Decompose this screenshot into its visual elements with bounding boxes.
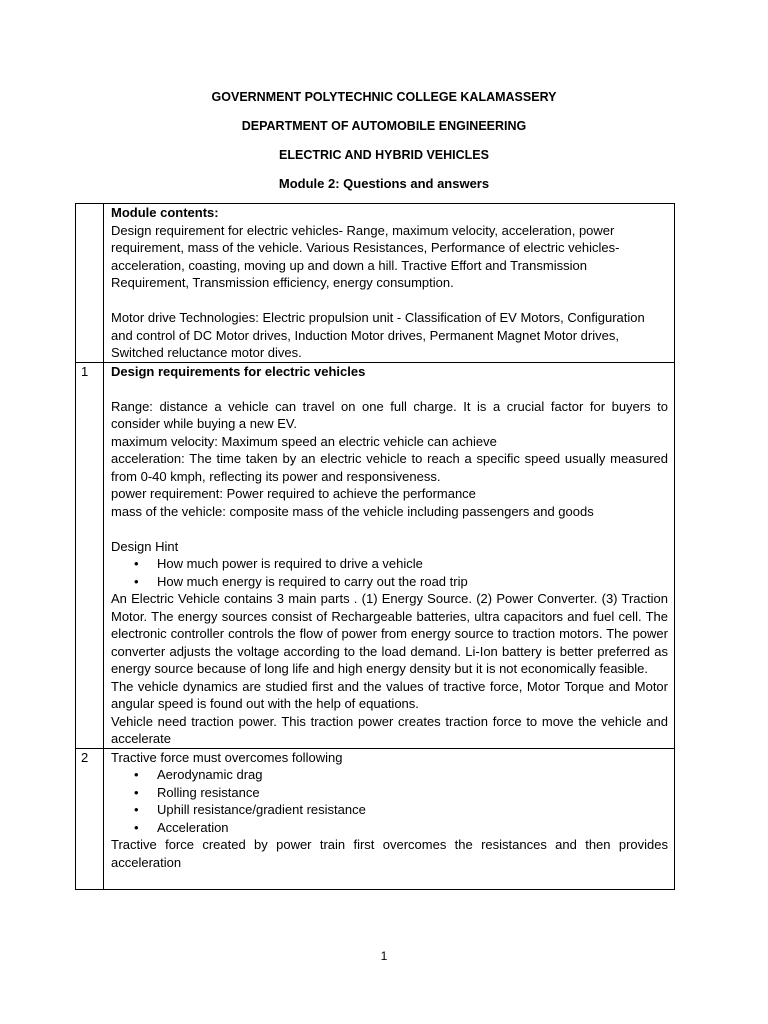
q2-intro: Tractive force must overcomes following	[111, 749, 343, 765]
table-row-contents	[76, 204, 675, 363]
department-title: DEPARTMENT OF AUTOMOBILE ENGINEERING	[241, 119, 527, 133]
q2-conclusion: Tractive force created by power train first overcomes the resistances and then provides acceleration	[111, 837, 668, 870]
contents-paragraph-1: Design requirement for electric vehicles- Range, maximum velocity, acceleration, power requirement, mass of the vehicle. Various Resistances, Performance of electric vehicles-acceleration, coasting, moving up and down a hill. Tractive Effort and Transmission Requirement, Transmission efficiency, energy consumption.	[111, 222, 620, 290]
contents-paragraph-2: Motor drive Technologies: Electric propulsion unit - Classification of EV Motors, Configuration and control of DC Motor drives, Induction Motor drives, Permanent Magnet Motor drives, Switched reluctance motor dives.	[111, 310, 645, 360]
q1-hint-title: Design Hint	[111, 538, 179, 554]
q1-traction-paragraph: Vehicle need traction power. This traction power creates traction force to move the vehicle and accelerate	[111, 713, 668, 746]
contents-cell	[104, 204, 675, 363]
list-item: • Acceleration	[157, 819, 668, 837]
q2-list	[111, 766, 668, 836]
table-row-q1	[76, 362, 675, 748]
q1-dynamics-paragraph: The vehicle dynamics are studied first and the values of tractive force, Motor Torque and Motor angular speed is found out with the help of equations.	[111, 678, 668, 711]
q1-acceleration: acceleration: The time taken by an electric vehicle to reach a specific speed usually measured from 0-40 kmph, reflecting its power and responsiveness.	[111, 451, 668, 484]
row-number-cell: 1	[76, 362, 104, 748]
module-title: Module 2: Questions and answers	[278, 176, 490, 191]
answer-cell	[104, 748, 675, 890]
q1-velocity: maximum velocity: Maximum speed an electric vehicle can achieve	[111, 433, 497, 449]
answer-cell	[104, 362, 675, 748]
list-item: • Rolling resistance	[157, 784, 668, 802]
contents-heading: Module contents:	[111, 205, 219, 220]
qa-table	[75, 203, 675, 890]
q1-range: Range: distance a vehicle can travel on one full charge. It is a crucial factor for buyers to consider while buying a new EV.	[111, 398, 668, 431]
list-item: • Aerodynamic drag	[157, 766, 668, 784]
q1-hint-list	[111, 555, 668, 590]
list-item: • How much energy is required to carry out the road trip	[157, 573, 668, 591]
page-number: 1	[380, 949, 388, 963]
q1-title: Design requirements for electric vehicles	[111, 363, 366, 379]
table-row-q2	[76, 748, 675, 890]
q1-parts-paragraph: An Electric Vehicle contains 3 main parts . (1) Energy Source. (2) Power Converter. (3) Traction Motor. The energy sources consist of Rechargeable batteries, ultra capacitors and fuel cell. The electronic controller controls the flow of power from energy source to traction motors. The power converter adjusts the voltage according to the load demand. Li-Ion battery is better preferred as energy source because of long life and high energy density but it is not economically feasible.	[111, 591, 668, 676]
row-number-cell	[76, 204, 104, 363]
q1-mass: mass of the vehicle: composite mass of the vehicle including passengers and goods	[111, 503, 594, 519]
q1-power: power requirement: Power required to achieve the performance	[111, 486, 476, 501]
row-number-cell: 2	[76, 748, 104, 890]
list-item: • How much power is required to drive a vehicle	[157, 555, 668, 573]
college-title: GOVERNMENT POLYTECHNIC COLLEGE KALAMASSERY	[211, 90, 557, 104]
list-item: • Uphill resistance/gradient resistance	[157, 801, 668, 819]
subject-title: ELECTRIC AND HYBRID VEHICLES	[279, 148, 489, 162]
